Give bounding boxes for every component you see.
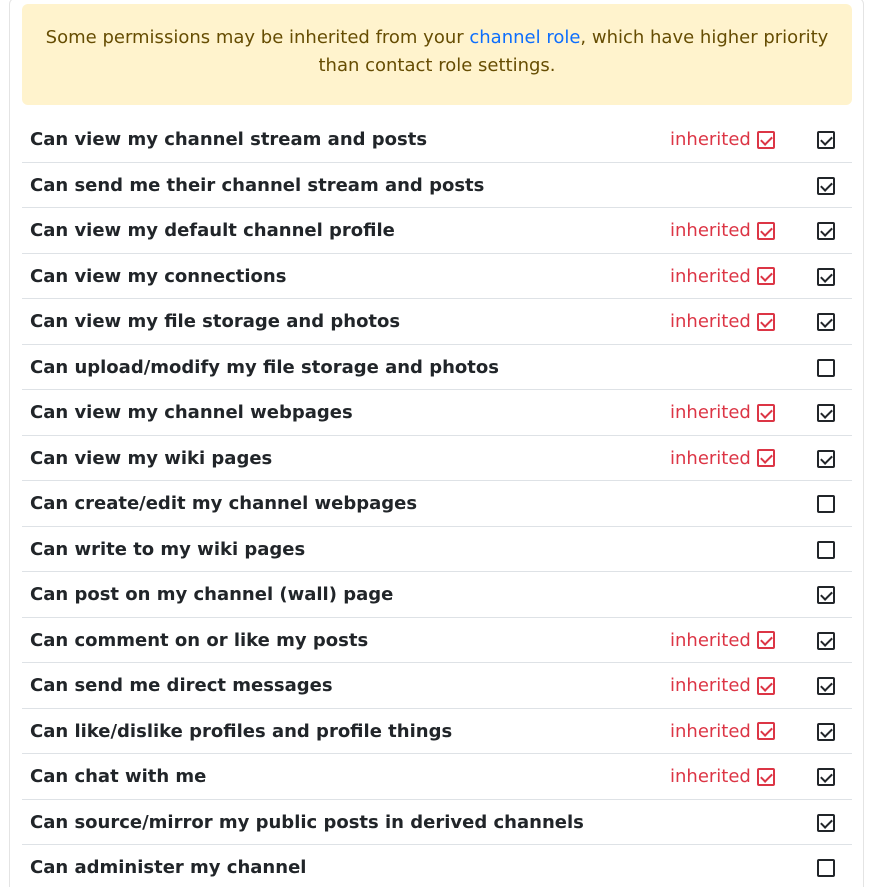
inherited-check-icon [757, 313, 775, 331]
permission-row [22, 390, 852, 436]
permission-list [22, 117, 852, 887]
permission-checkbox[interactable] [817, 723, 835, 741]
permission-label: Can send me direct messages [30, 675, 333, 696]
permission-checkbox[interactable] [817, 768, 835, 786]
alert-text-suffix: , which have higher priority than contact role settings. [318, 27, 829, 76]
inherited-indicator [670, 390, 775, 435]
permission-row [22, 254, 852, 300]
permission-label: Can view my default channel profile [30, 220, 395, 241]
permission-checkbox[interactable] [817, 359, 835, 377]
permission-label: Can view my wiki pages [30, 447, 273, 469]
inherited-label: inherited [670, 311, 751, 332]
inherited-indicator [670, 618, 775, 663]
permission-checkbox[interactable] [817, 404, 835, 422]
inherited-label: inherited [670, 447, 751, 469]
permission-label: Can chat with me [30, 766, 207, 787]
permission-row [22, 436, 852, 482]
inherited-indicator [670, 299, 775, 344]
inherited-label: inherited [670, 675, 751, 696]
inherited-check-icon [757, 131, 775, 149]
inherited-indicator [670, 254, 775, 299]
inherited-check-icon [757, 267, 775, 285]
inherited-label: inherited [670, 220, 751, 241]
permission-row [22, 163, 852, 209]
permission-checkbox[interactable] [817, 131, 835, 149]
permission-row [22, 345, 852, 391]
inherited-check-icon [757, 722, 775, 740]
permission-label: Can comment on or like my posts [30, 629, 369, 651]
permission-row [22, 481, 852, 527]
inherited-indicator [670, 208, 775, 253]
alert-text-prefix: Some permissions may be inherited from your [45, 27, 470, 48]
inherited-label: inherited [670, 265, 751, 287]
permission-checkbox[interactable] [817, 541, 835, 559]
permission-label: Can create/edit my channel webpages [30, 493, 418, 514]
permission-label: Can like/dislike profiles and profile things [30, 720, 453, 742]
permission-label: Can source/mirror my public posts in derived channels [30, 811, 584, 833]
channel-role-link[interactable]: channel role [469, 27, 581, 48]
permission-label: Can write to my wiki pages [30, 538, 306, 560]
permission-row [22, 572, 852, 618]
permission-row [22, 527, 852, 573]
permission-checkbox[interactable] [817, 814, 835, 832]
permission-checkbox[interactable] [817, 222, 835, 240]
permission-row [22, 618, 852, 664]
inherited-indicator [670, 754, 775, 799]
permission-row [22, 208, 852, 254]
permission-row [22, 663, 852, 709]
permission-label: Can view my connections [30, 265, 287, 287]
permission-label: Can view my channel stream and posts [30, 129, 428, 150]
permission-checkbox[interactable] [817, 495, 835, 513]
inherited-indicator [670, 436, 775, 481]
inherited-check-icon [757, 631, 775, 649]
inherited-indicator [670, 709, 775, 754]
permission-row [22, 117, 852, 163]
permission-label: Can post on my channel (wall) page [30, 584, 394, 605]
permission-checkbox[interactable] [817, 859, 835, 877]
permission-checkbox[interactable] [817, 268, 835, 286]
permission-row [22, 299, 852, 345]
inherited-label: inherited [670, 766, 751, 787]
inherited-check-icon [757, 222, 775, 240]
permission-checkbox[interactable] [817, 677, 835, 695]
permission-row [22, 845, 852, 887]
inherited-label: inherited [670, 129, 751, 150]
inherited-check-icon [757, 768, 775, 786]
inherited-check-icon [757, 404, 775, 422]
inherited-label: inherited [670, 402, 751, 423]
inherited-check-icon [757, 677, 775, 695]
permission-checkbox[interactable] [817, 177, 835, 195]
permission-row [22, 754, 852, 800]
permission-checkbox[interactable] [817, 313, 835, 331]
permission-checkbox[interactable] [817, 586, 835, 604]
permission-row [22, 800, 852, 846]
permission-row [22, 709, 852, 755]
inherited-label: inherited [670, 629, 751, 651]
permission-label: Can send me their channel stream and posts [30, 174, 485, 196]
inherited-label: inherited [670, 720, 751, 742]
inheritance-alert [22, 4, 852, 105]
permission-label: Can view my file storage and photos [30, 311, 401, 332]
permission-label: Can administer my channel [30, 857, 307, 878]
permission-label: Can view my channel webpages [30, 402, 353, 423]
permission-checkbox[interactable] [817, 632, 835, 650]
inherited-check-icon [757, 449, 775, 467]
permission-checkbox[interactable] [817, 450, 835, 468]
permission-label: Can upload/modify my file storage and photos [30, 356, 499, 378]
inherited-indicator [670, 117, 775, 162]
inherited-indicator [670, 663, 775, 708]
